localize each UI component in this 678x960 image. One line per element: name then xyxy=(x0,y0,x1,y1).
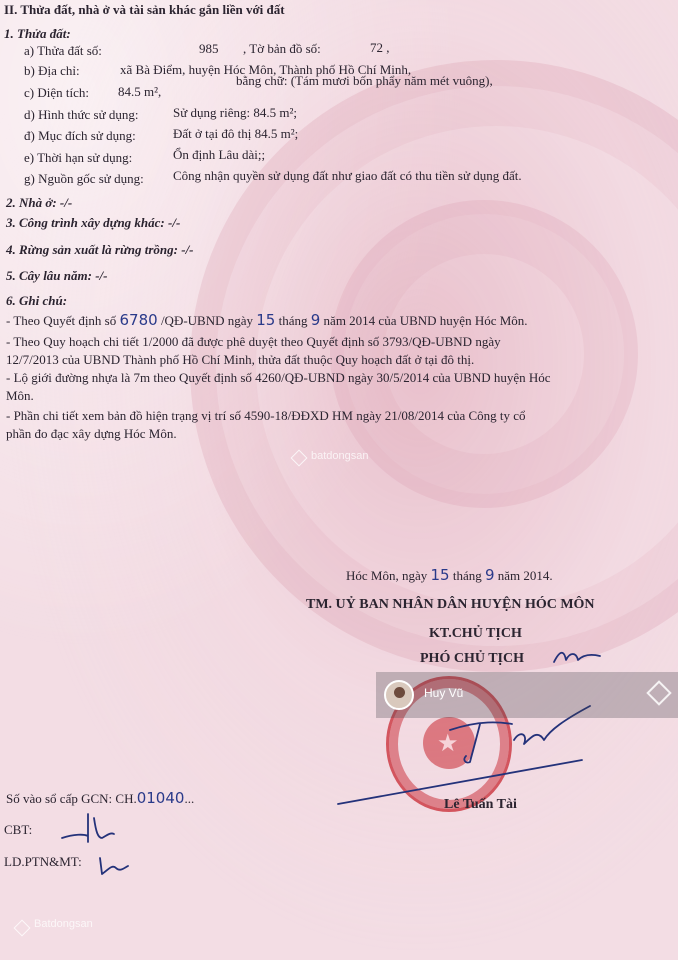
decision-day-handwritten: 15 xyxy=(256,311,276,329)
avatar[interactable] xyxy=(384,680,414,710)
notes-heading: 6. Ghi chú: xyxy=(6,293,68,308)
land-parcel-heading: 1. Thửa đất: xyxy=(4,26,71,41)
area-value: 84.5 m², xyxy=(118,84,162,99)
ld-signature xyxy=(96,850,132,880)
initial-mark xyxy=(552,646,602,668)
map-sheet-label: , Tờ bản đồ số: xyxy=(243,41,321,56)
user-name[interactable]: Huy Vũ xyxy=(424,686,464,700)
parcel-number-value: 985 xyxy=(199,41,219,56)
area-in-words: bằng chữ: (Tám mươi bốn phẩy năm mét vuông), xyxy=(236,73,493,88)
usage-form-value: Sử dụng riêng: 84.5 m²; xyxy=(173,105,297,120)
usage-purpose-value: Đất ở tại đô thị 84.5 m²; xyxy=(173,126,299,141)
cbt-signature xyxy=(58,808,118,848)
cbt-label: CBT: xyxy=(4,822,33,837)
note-1-mid: /QĐ-UBND ngày xyxy=(160,313,254,328)
usage-origin-label: g) Nguồn gốc sử dụng: xyxy=(24,171,144,186)
note-2-line-2: 12/7/2013 của UBND Thành phố Hồ Chí Minh, thửa đất thuộc Quy hoạch đất ở tại đô thị. xyxy=(6,352,475,367)
decision-number-handwritten: 6780 xyxy=(119,311,158,329)
map-sheet-value: 72 , xyxy=(370,40,390,55)
production-forest-item: 4. Rừng sản xuất là rừng trồng: -/- xyxy=(6,242,194,257)
usage-purpose-label: đ) Mục đích sử dụng: xyxy=(24,128,136,143)
issue-day-handwritten: 15 xyxy=(430,566,450,584)
note-1-prefix: - Theo Quyết định số xyxy=(6,313,117,328)
user-share-overlay xyxy=(376,672,678,718)
note-2-line-1: - Theo Quy hoạch chi tiết 1/2000 đã được phê duyệt theo Quyết định số 3793/QĐ-UBND ngày xyxy=(6,334,501,349)
area-label: c) Diện tích: xyxy=(24,85,89,100)
issue-date xyxy=(346,568,553,583)
note-1-month-label: tháng xyxy=(278,313,308,328)
issue-month-label: tháng xyxy=(452,568,482,583)
signer-role-2: PHÓ CHỦ TỊCH xyxy=(420,651,524,666)
note-4-line-1: - Phần chi tiết xem bản đồ hiện trạng vị trí số 4590-18/ĐĐXD HM ngày 21/08/2014 của Công ty cổ xyxy=(6,408,526,423)
parcel-number-label: a) Thửa đất số: xyxy=(24,43,102,58)
note-1 xyxy=(6,313,528,328)
section-heading: II. Thửa đất, nhà ở và tài sản khác gắn liền với đất xyxy=(4,2,285,17)
perennial-tree-item: 5. Cây lâu năm: -/- xyxy=(6,268,108,283)
note-1-suffix: năm 2014 của UBND huyện Hóc Môn. xyxy=(323,313,528,328)
issue-month-handwritten: 9 xyxy=(484,566,495,584)
usage-form-label: d) Hình thức sử dụng: xyxy=(24,107,139,122)
note-3-line-1: - Lộ giới đường nhựa là 7m theo Quyết định số 4260/QĐ-UBND ngày 30/5/2014 của UBND huyện Hóc xyxy=(6,370,551,385)
signer-name: Lê Tuấn Tài xyxy=(444,797,517,812)
issuing-authority: TM. UỶ BAN NHÂN DÂN HUYỆN HÓC MÔN xyxy=(306,597,595,612)
issue-year: năm 2014. xyxy=(497,568,553,583)
address-label: b) Địa chỉ: xyxy=(24,63,80,78)
other-construction-item: 3. Công trình xây dựng khác: -/- xyxy=(6,215,181,230)
ld-label: LD.PTN&MT: xyxy=(4,854,82,869)
note-4-line-2: phần đo đạc xây dựng Hóc Môn. xyxy=(6,426,177,441)
usage-term-label: e) Thời hạn sử dụng: xyxy=(24,150,133,165)
register-number-handwritten: 01040 xyxy=(136,789,185,807)
usage-origin-value: Công nhận quyền sử dụng đất như giao đất có thu tiền sử dụng đất. xyxy=(173,168,522,183)
site-logo-icon xyxy=(646,680,671,705)
issue-place: Hóc Môn, ngày xyxy=(346,568,428,583)
house-item: 2. Nhà ở: -/- xyxy=(6,195,73,210)
usage-term-value: Ổn định Lâu dài;; xyxy=(173,147,266,162)
note-3-line-2: Môn. xyxy=(6,388,34,403)
watermark-corner-text: Batdongsan xyxy=(34,918,93,930)
address-value: xã Bà Điểm, huyện Hóc Môn, Thành phố Hồ Chí Minh, xyxy=(120,62,412,77)
signer-role-1: KT.CHỦ TỊCH xyxy=(429,626,522,641)
certificate-register-number: Số vào sổ cấp GCN: CH.01040... xyxy=(6,789,195,807)
watermark-corner-logo-icon xyxy=(14,920,31,937)
star-icon: ★ xyxy=(437,729,459,757)
watermark-center-text: batdongsan xyxy=(311,450,369,462)
decision-month-handwritten: 9 xyxy=(310,311,321,329)
register-label: Số vào sổ cấp GCN: CH. xyxy=(6,791,137,806)
